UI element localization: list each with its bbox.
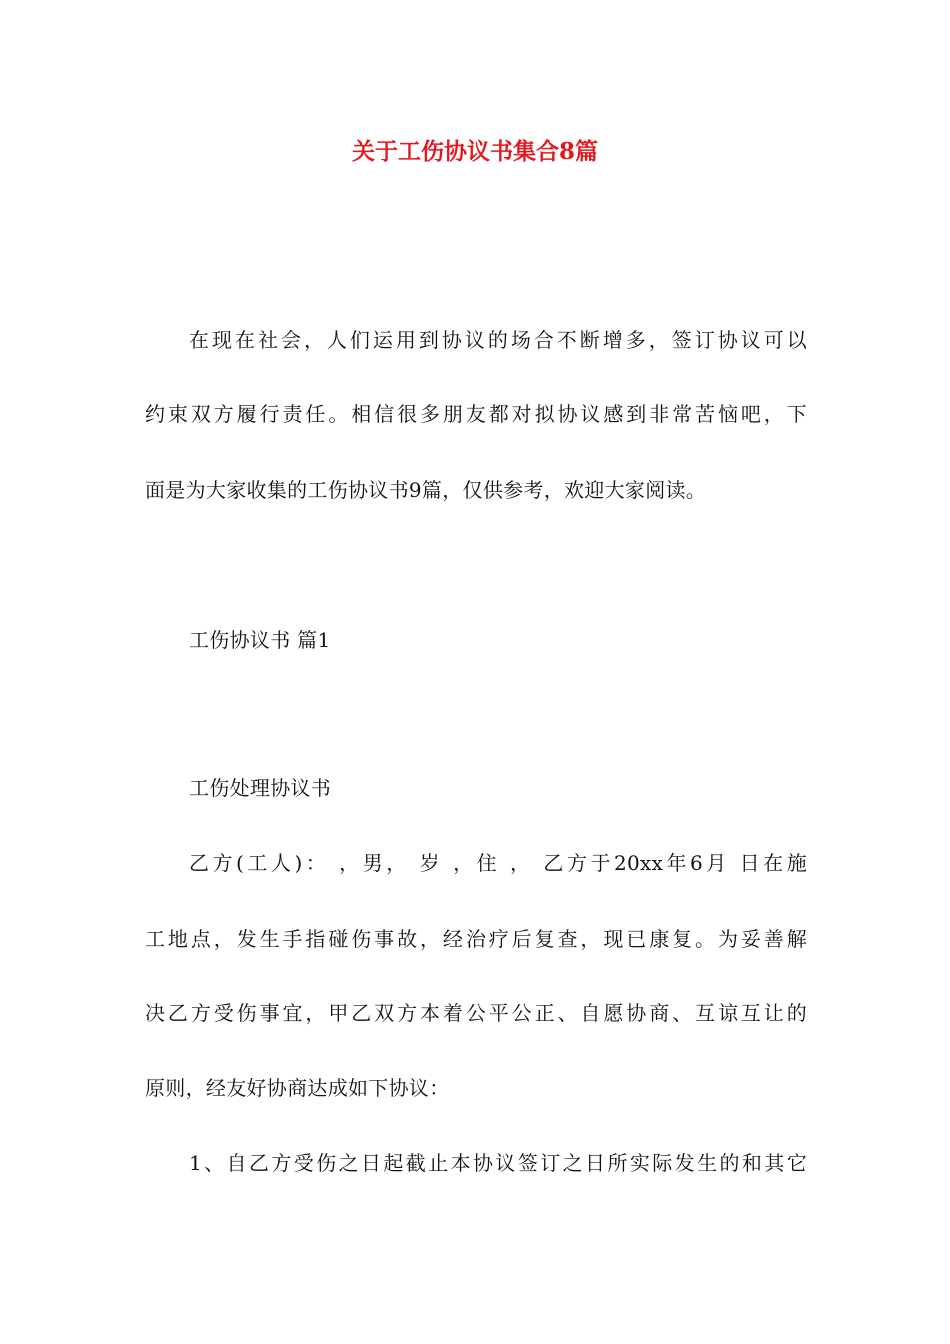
intro-line-1: 在现在社会，人们运用到协议的场合不断增多，签订协议可以 — [189, 328, 807, 352]
body-line-2: 工地点，发生手指碰伤事故，经治疗后复查，现已康复。为妥善解 — [145, 927, 807, 951]
body-line-4: 原则，经友好协商达成如下协议： — [145, 1076, 450, 1100]
body-line-3: 决乙方受伤事宜，甲乙双方本着公平公正、自愿协商、互谅互让的 — [145, 1001, 807, 1025]
body-line-1: 乙方(工人)： ，男， 岁 ，住 ， 乙方于20xx年6月 日在施 — [189, 851, 807, 875]
document-title: 关于工伤协议书集合8篇 — [351, 138, 598, 165]
intro-line-2: 约束双方履行责任。相信很多朋友都对拟协议感到非常苦恼吧，下 — [145, 402, 807, 426]
body-line-5: 1、自乙方受伤之日起截止本协议签订之日所实际发生的和其它 — [189, 1151, 807, 1175]
intro-line-3: 面是为大家收集的工伤协议书9篇，仅供参考，欢迎大家阅读。 — [145, 478, 707, 502]
agreement-title: 工伤处理协议书 — [189, 776, 332, 800]
section-heading: 工伤协议书 篇1 — [189, 628, 331, 652]
